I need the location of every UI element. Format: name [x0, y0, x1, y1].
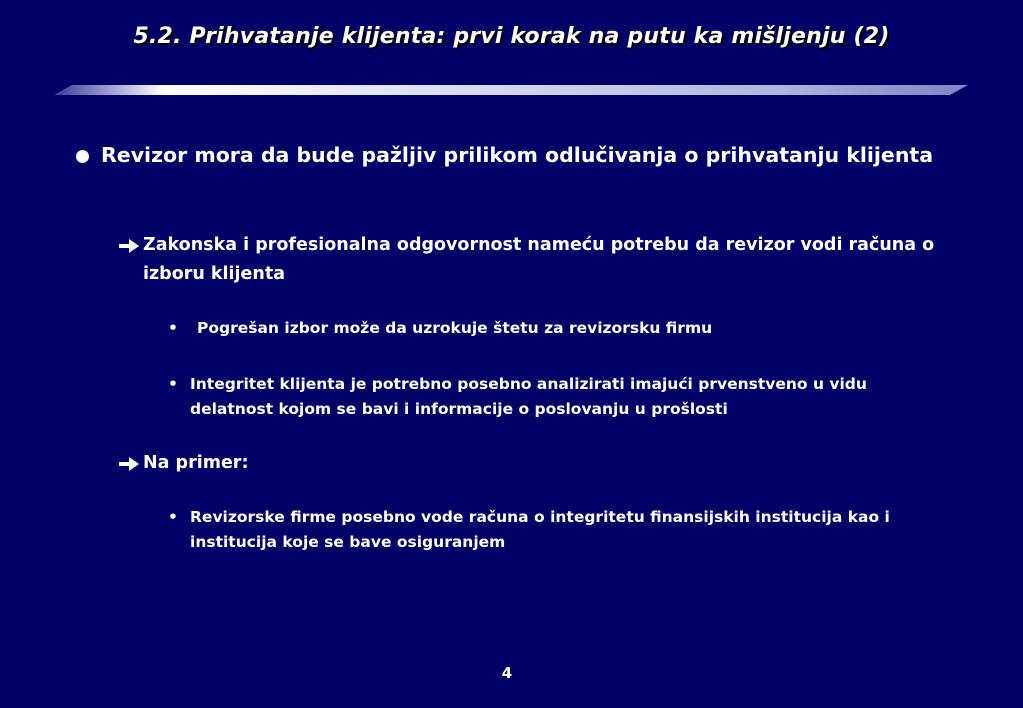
- arrow-item-text: Na primer:: [143, 453, 249, 473]
- arrow-item: [118, 231, 948, 289]
- bullet-dot: •: [168, 319, 178, 337]
- sub-bullet-text: Integritet klijenta je potrebno posebno analizirati imajući prvenstveno u vidu delatnost kojom se bavi i informacije o poslovanju u prošlosti: [190, 375, 867, 418]
- sub-bullet-item: [168, 316, 948, 341]
- right-arrow-icon: [118, 239, 140, 253]
- sub-bullet-text: Pogrešan izbor može da uzrokuje štetu za revizorsku firmu: [197, 319, 713, 337]
- right-arrow-icon: [118, 457, 140, 471]
- page-number: 4: [501, 664, 513, 682]
- sub-bullet-text: Revizorske firme posebno vode računa o integritetu finansijskih institucija kao i institucija koje se bave osiguranjem: [190, 508, 890, 551]
- bullet-dot: •: [168, 375, 178, 393]
- slide-title: 5.2. Prihvatanje klijenta: prvi korak na putu ka mišljenju (2): [133, 24, 890, 49]
- main-bullet-text: Revizor mora da bude pažljiv prilikom odlučivanja o prihvatanju klijenta: [101, 143, 934, 167]
- main-bullet-item: [72, 139, 962, 171]
- arrow-item: [118, 449, 948, 478]
- bullet-dot: •: [168, 508, 178, 526]
- sub-bullet-item: [168, 505, 948, 555]
- title-divider: [54, 84, 968, 96]
- arrow-item-text: Zakonska i profesionalna odgovornost nameću potrebu da revizor vodi računa o izboru klijenta: [143, 235, 935, 284]
- sub-bullet-item: [168, 372, 948, 422]
- filled-circle-icon: [76, 150, 89, 163]
